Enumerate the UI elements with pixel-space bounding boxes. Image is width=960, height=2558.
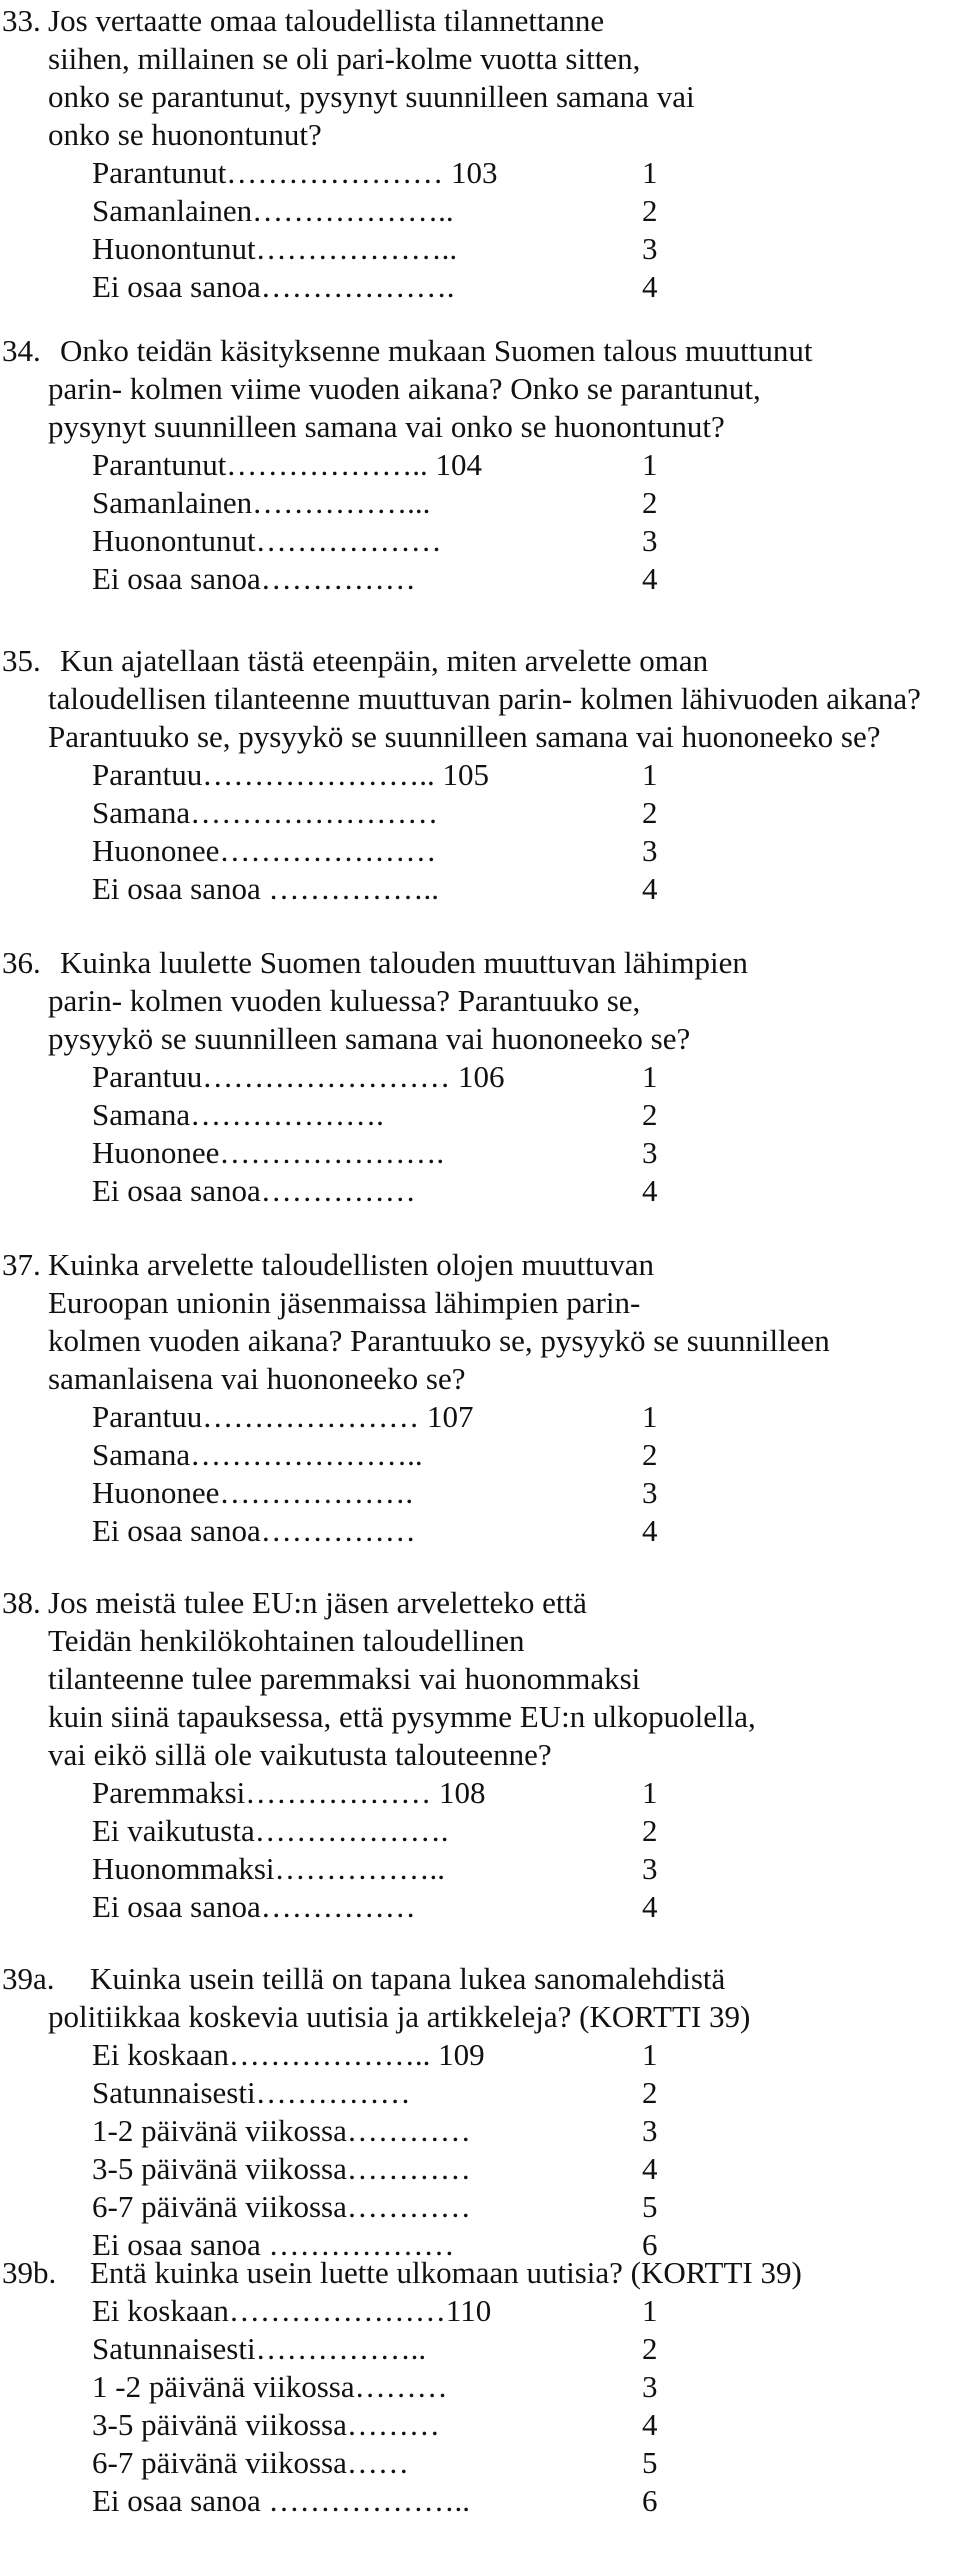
answer-option-code: 2 (642, 193, 658, 228)
question-line (0, 642, 960, 680)
question-line (0, 1998, 960, 2036)
answer-option (0, 870, 960, 908)
question-number: 39b. (2, 2255, 57, 2290)
question-text-line: Onko teidän käsityksenne mukaan Suomen talous muuttunut (60, 333, 813, 368)
answer-option-code: 1 (642, 447, 658, 482)
question-text-line: Jos vertaatte omaa taloudellista tilannettanne (48, 3, 605, 38)
answer-option (0, 1398, 960, 1436)
answer-option-code: 4 (642, 269, 658, 304)
answer-option-code: 4 (642, 1173, 658, 1208)
answer-option (0, 2150, 960, 2188)
answer-option-code: 4 (642, 2407, 658, 2442)
answer-option (0, 230, 960, 268)
answer-option-code: 4 (642, 871, 658, 906)
question-text-line: Entä kuinka usein luette ulkomaan uutisia? (KORTTI 39) (90, 2255, 802, 2290)
answer-option-label: Ei koskaan…………………110 (92, 2293, 492, 2328)
question-text-line: politiikkaa koskevia uutisia ja artikkeleja? (KORTTI 39) (48, 1999, 751, 2034)
answer-option-label: Ei osaa sanoa…………… (92, 561, 416, 596)
answer-option-label: Ei osaa sanoa…………… (92, 1889, 416, 1924)
question-number: 38. (2, 1585, 41, 1620)
answer-option-label: Samana………………….. (92, 1437, 423, 1472)
answer-option-label: Parantunut……………….. 104 (92, 447, 483, 482)
answer-option (0, 1096, 960, 1134)
answer-option-label: 6-7 päivänä viikossa………… (92, 2189, 471, 2224)
question-text-line: Kuinka arvelette taloudellisten olojen muuttuvan (48, 1247, 655, 1282)
answer-option (0, 2482, 960, 2520)
question-line (0, 2, 960, 40)
answer-option-code: 3 (642, 2113, 658, 2148)
question-text-line: samanlaisena vai huononeeko se? (48, 1361, 466, 1396)
question-line (0, 408, 960, 446)
question-line (0, 1736, 960, 1774)
answer-option-code: 1 (642, 2037, 658, 2072)
question-39b (0, 2254, 960, 2520)
question-line (0, 1584, 960, 1622)
answer-option-code: 5 (642, 2189, 658, 2224)
question-text-line: siihen, millainen se oli pari-kolme vuotta sitten, (48, 41, 641, 76)
answer-option-label: 3-5 päivänä viikossa………… (92, 2151, 471, 2186)
question-line (0, 1660, 960, 1698)
question-text-line: onko se parantunut, pysynyt suunnilleen samana vai (48, 79, 695, 114)
answer-option-label: Ei osaa sanoa ……………….. (92, 2483, 470, 2518)
answer-option-code: 2 (642, 2075, 658, 2110)
question-34 (0, 332, 960, 598)
answer-option (0, 2444, 960, 2482)
question-39a (0, 1960, 960, 2264)
answer-option (0, 2074, 960, 2112)
question-line (0, 1020, 960, 1058)
answer-option (0, 1172, 960, 1210)
answer-option (0, 2292, 960, 2330)
answer-option-label: Satunnaisesti…………….. (92, 2331, 427, 2366)
answer-option-label: Huonontunut……………….. (92, 231, 458, 266)
answer-option-label: Parantuu………………… 107 (92, 1399, 474, 1434)
question-line (0, 116, 960, 154)
question-text-line: Kun ajatellaan tästä eteenpäin, miten arvelette oman (60, 643, 709, 678)
answer-option (0, 1812, 960, 1850)
answer-option (0, 1512, 960, 1550)
question-text-line: Euroopan unionin jäsenmaissa lähimpien parin- (48, 1285, 641, 1320)
answer-option-code: 6 (642, 2483, 658, 2518)
question-line (0, 718, 960, 756)
question-text-line: parin- kolmen vuoden kuluessa? Parantuuko se, (48, 983, 641, 1018)
answer-option (0, 2188, 960, 2226)
answer-option-code: 6 (642, 2227, 658, 2262)
answer-option-code: 3 (642, 2369, 658, 2404)
question-number: 33. (2, 3, 41, 38)
question-line (0, 982, 960, 1020)
question-line (0, 1698, 960, 1736)
question-text-line: tilanteenne tulee paremmaksi vai huonommaksi (48, 1661, 641, 1696)
question-text-line: Kuinka luulette Suomen talouden muuttuvan lähimpien (60, 945, 748, 980)
answer-option-code: 2 (642, 1097, 658, 1132)
answer-option (0, 2368, 960, 2406)
question-line (0, 332, 960, 370)
question-line (0, 1960, 960, 1998)
answer-option-code: 3 (642, 523, 658, 558)
answer-option-code: 4 (642, 1513, 658, 1548)
question-text-line: pysyykö se suunnilleen samana vai huononeeko se? (48, 1021, 691, 1056)
answer-option-code: 2 (642, 1813, 658, 1848)
answer-option (0, 2036, 960, 2074)
question-text-line: kuin siinä tapauksessa, että pysymme EU:n ulkopuolella, (48, 1699, 756, 1734)
answer-option (0, 1436, 960, 1474)
answer-option (0, 522, 960, 560)
answer-option-label: Samana…………………… (92, 795, 439, 830)
answer-option-label: Ei osaa sanoa …………….. (92, 871, 439, 906)
answer-option-label: Satunnaisesti…………… (92, 2075, 411, 2110)
answer-option (0, 1774, 960, 1812)
answer-option (0, 2406, 960, 2444)
question-number: 36. (2, 945, 41, 980)
question-text-line: Jos meistä tulee EU:n jäsen arveletteko että (48, 1585, 587, 1620)
answer-option-label: Huonommaksi…………….. (92, 1851, 446, 1886)
answer-option-label: Ei vaikutusta………………. (92, 1813, 449, 1848)
answer-option-code: 2 (642, 1437, 658, 1472)
answer-option (0, 446, 960, 484)
question-text-line: pysynyt suunnilleen samana vai onko se huonontunut? (48, 409, 725, 444)
answer-option (0, 1850, 960, 1888)
question-line (0, 1322, 960, 1360)
answer-option-label: 1 -2 päivänä viikossa……… (92, 2369, 448, 2404)
question-text-line: vai eikö sillä ole vaikutusta talouteenne? (48, 1737, 552, 1772)
answer-option (0, 832, 960, 870)
question-37 (0, 1246, 960, 1550)
answer-option-label: Ei osaa sanoa………………. (92, 269, 455, 304)
answer-option-code: 3 (642, 1475, 658, 1510)
answer-option-label: Samanlainen……………... (92, 485, 431, 520)
answer-option-label: Parantunut………………… 103 (92, 155, 498, 190)
answer-option-label: Ei koskaan……………….. 109 (92, 2037, 485, 2072)
answer-option-code: 2 (642, 2331, 658, 2366)
answer-option-code: 1 (642, 1775, 658, 1810)
answer-option-code: 4 (642, 561, 658, 596)
answer-option (0, 1134, 960, 1172)
question-number: 35. (2, 643, 41, 678)
question-line (0, 40, 960, 78)
answer-option-label: 3-5 päivänä viikossa……… (92, 2407, 440, 2442)
question-line (0, 1360, 960, 1398)
answer-option-label: 6-7 päivänä viikossa…… (92, 2445, 409, 2480)
answer-option (0, 756, 960, 794)
answer-option-code: 3 (642, 1851, 658, 1886)
question-text-line: onko se huonontunut? (48, 117, 322, 152)
question-38 (0, 1584, 960, 1926)
answer-option (0, 154, 960, 192)
answer-option (0, 1474, 960, 1512)
answer-option-code: 3 (642, 1135, 658, 1170)
question-text-line: Parantuuko se, pysyykö se suunnilleen samana vai huononeeko se? (48, 719, 881, 754)
answer-option-label: Samana………………. (92, 1097, 384, 1132)
answer-option-code: 1 (642, 757, 658, 792)
answer-option (0, 192, 960, 230)
question-33 (0, 2, 960, 306)
answer-option-code: 2 (642, 795, 658, 830)
answer-option-code: 1 (642, 155, 658, 190)
question-text-line: kolmen vuoden aikana? Parantuuko se, pysyykö se suunnilleen (48, 1323, 830, 1358)
answer-option-code: 4 (642, 2151, 658, 2186)
question-line (0, 1622, 960, 1660)
answer-option-code: 3 (642, 833, 658, 868)
answer-option-code: 1 (642, 1059, 658, 1094)
answer-option-code: 1 (642, 1399, 658, 1434)
answer-option-label: Huononee…………………. (92, 1135, 445, 1170)
answer-option (0, 794, 960, 832)
question-text-line: Kuinka usein teillä on tapana lukea sanomalehdistä (90, 1961, 726, 1996)
answer-option-label: Huonontunut……………… (92, 523, 442, 558)
answer-option (0, 2330, 960, 2368)
question-line (0, 370, 960, 408)
answer-option-label: Ei osaa sanoa ……………… (92, 2227, 455, 2262)
answer-option (0, 268, 960, 306)
answer-option-label: 1-2 päivänä viikossa………… (92, 2113, 471, 2148)
answer-option-label: Parantuu…………………… 106 (92, 1059, 505, 1094)
question-line (0, 1246, 960, 1284)
question-number: 39a. (2, 1961, 55, 1996)
answer-option-label: Huononee………………… (92, 833, 437, 868)
answer-option-label: Paremmaksi……………… 108 (92, 1775, 486, 1810)
answer-option-label: Ei osaa sanoa…………… (92, 1173, 416, 1208)
question-line (0, 944, 960, 982)
question-36 (0, 944, 960, 1210)
answer-option-label: Samanlainen……………….. (92, 193, 454, 228)
answer-option-code: 1 (642, 2293, 658, 2328)
question-text-line: Teidän henkilökohtainen taloudellinen (48, 1623, 525, 1658)
question-number: 34. (2, 333, 41, 368)
question-line (0, 2254, 960, 2292)
answer-option (0, 1058, 960, 1096)
question-35 (0, 642, 960, 908)
answer-option-label: Ei osaa sanoa…………… (92, 1513, 416, 1548)
answer-option-code: 4 (642, 1889, 658, 1924)
answer-option (0, 484, 960, 522)
question-line (0, 1284, 960, 1322)
question-text-line: parin- kolmen viime vuoden aikana? Onko se parantunut, (48, 371, 761, 406)
question-line (0, 680, 960, 718)
question-number: 37. (2, 1247, 41, 1282)
answer-option-code: 3 (642, 231, 658, 266)
answer-option-code: 2 (642, 485, 658, 520)
answer-option (0, 2112, 960, 2150)
answer-option-label: Huononee………………. (92, 1475, 414, 1510)
answer-option-code: 5 (642, 2445, 658, 2480)
answer-option (0, 1888, 960, 1926)
question-line (0, 78, 960, 116)
answer-option-label: Parantuu………………….. 105 (92, 757, 489, 792)
question-text-line: taloudellisen tilanteenne muuttuvan parin- kolmen lähivuoden aikana? (48, 681, 921, 716)
answer-option (0, 560, 960, 598)
